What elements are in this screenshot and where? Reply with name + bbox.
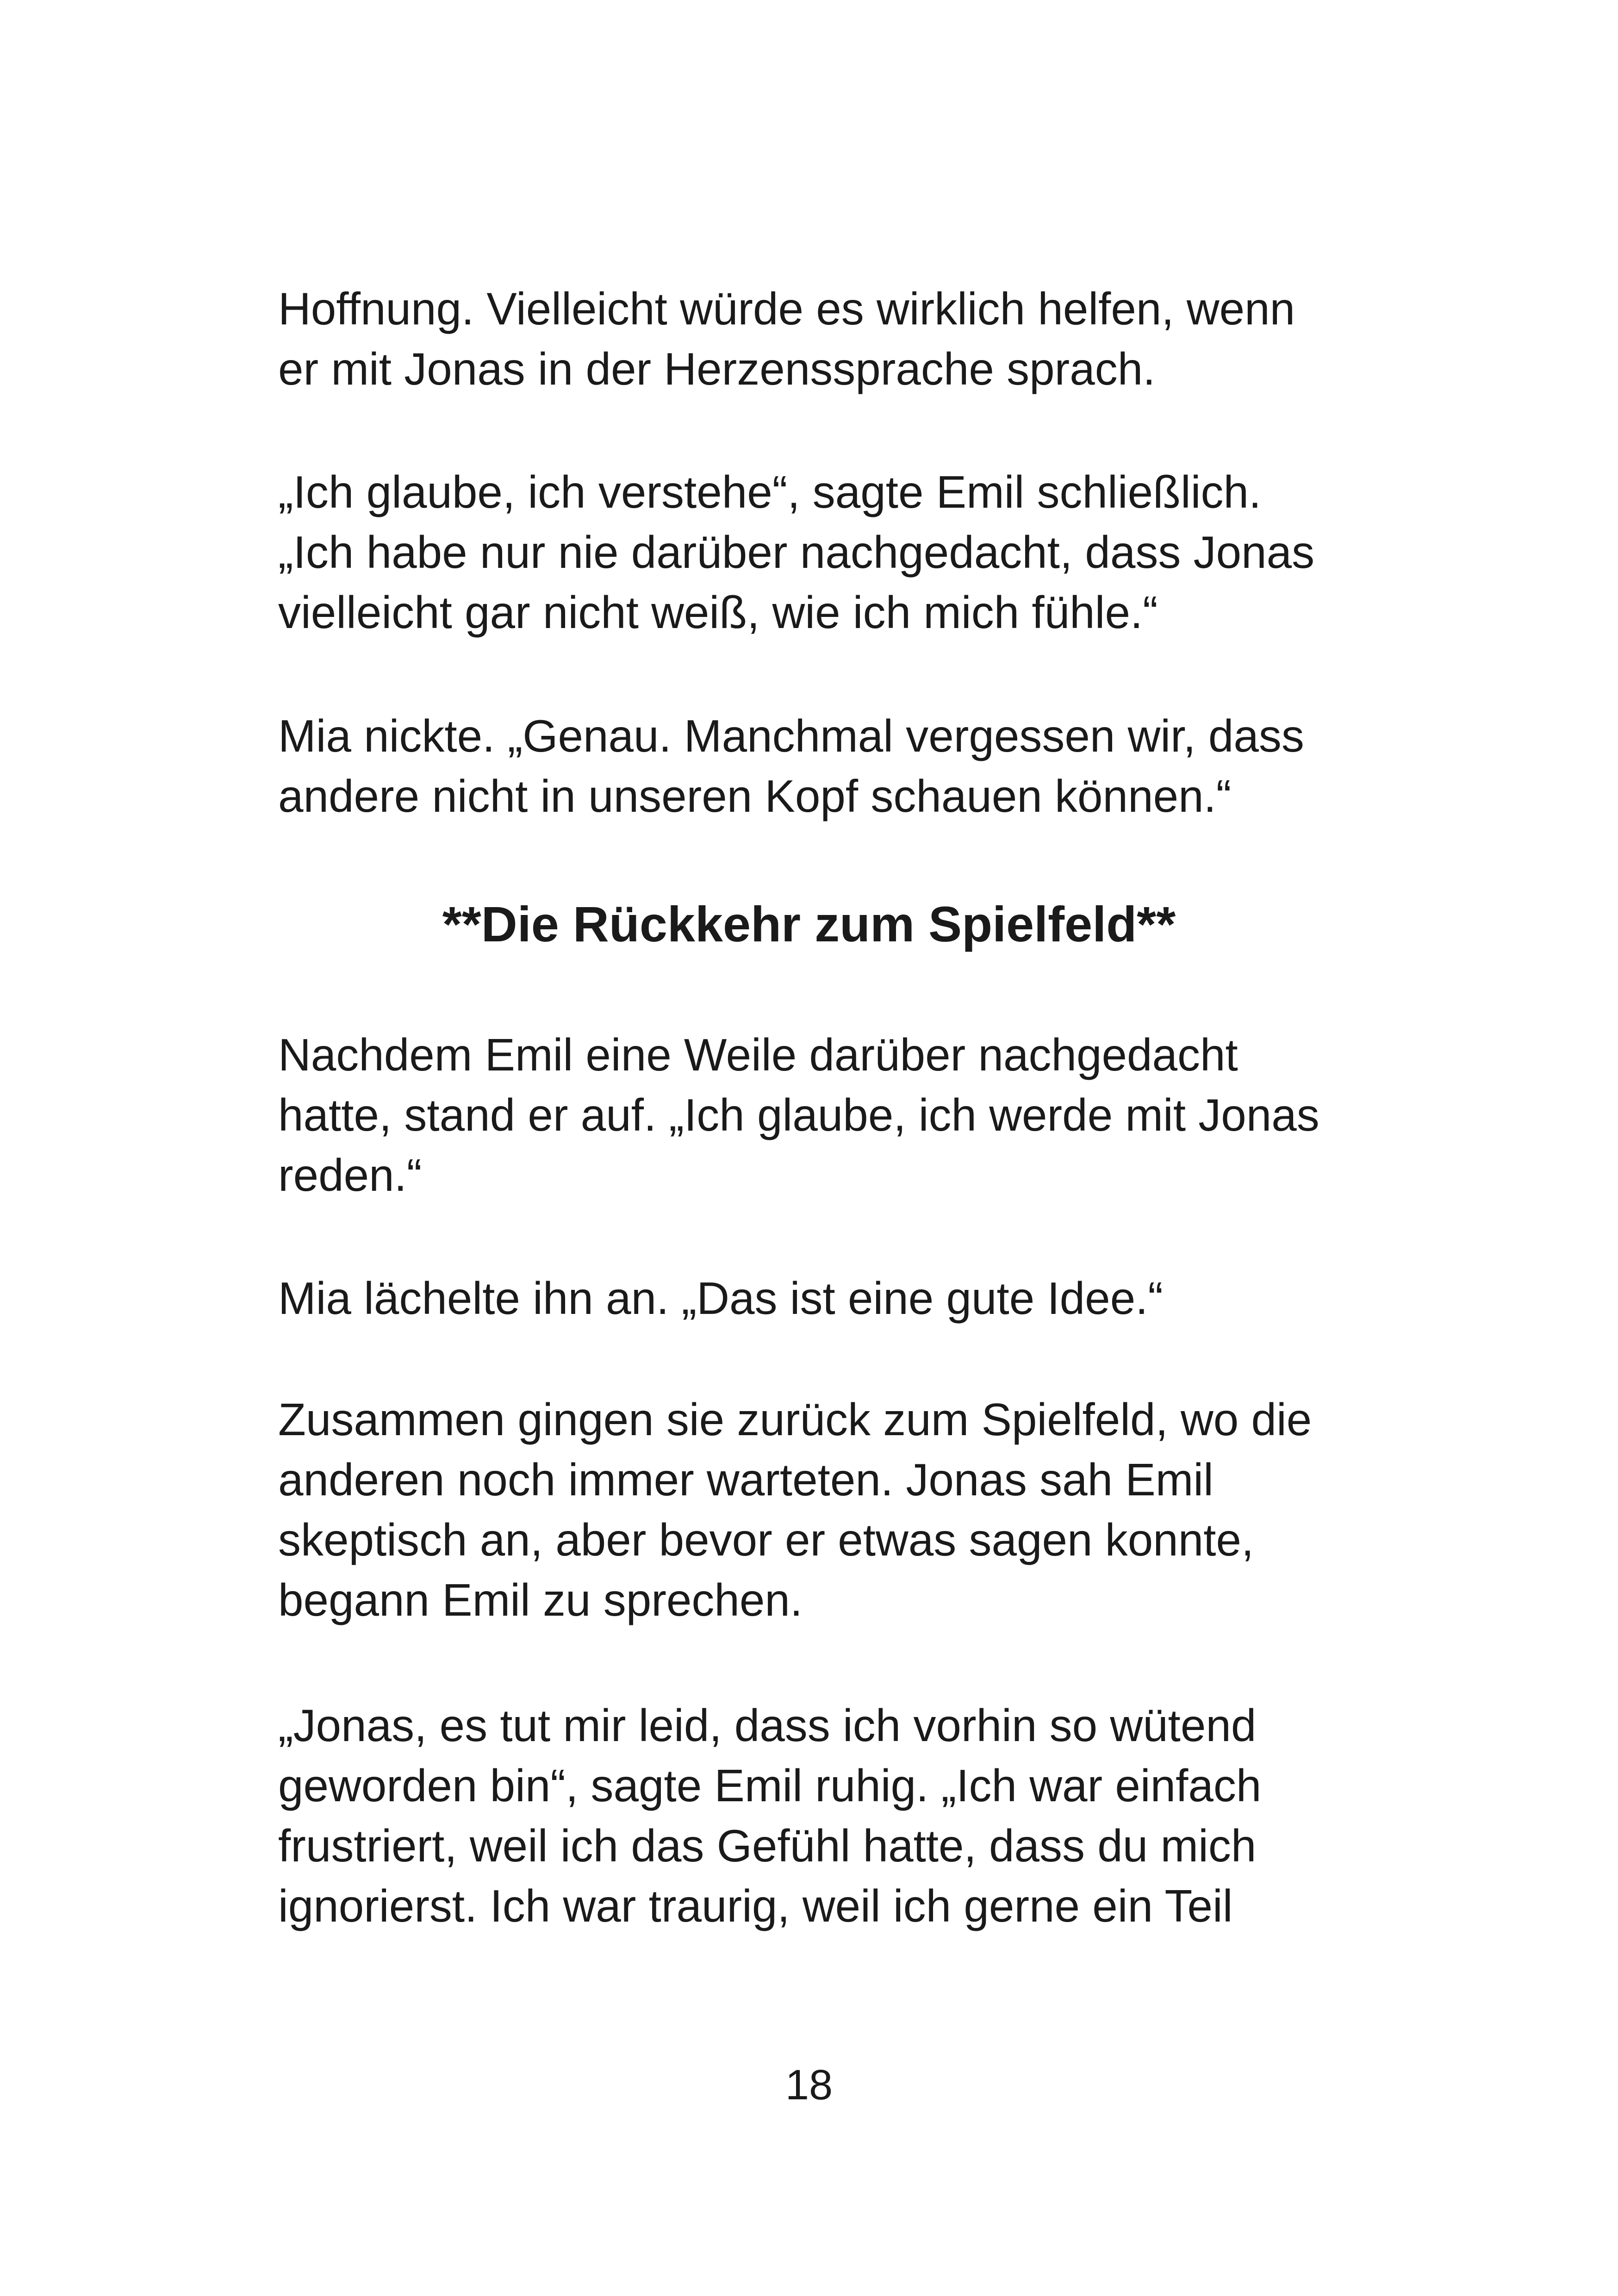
paragraph-6-line-3: skeptisch an, aber bevor er etwas sagen konnte,	[278, 1514, 1254, 1565]
paragraph-4-line-1: Nachdem Emil eine Weile darüber nachgedacht	[278, 1029, 1238, 1080]
paragraph-4-line-2: hatte, stand er auf. „Ich glaube, ich werde mit Jonas	[278, 1089, 1319, 1140]
paragraph-2-line-1: „Ich glaube, ich verstehe“, sagte Emil schließlich.	[278, 467, 1262, 517]
paragraph-7-line-4: ignorierst. Ich war traurig, weil ich gerne ein Teil	[278, 1880, 1233, 1931]
section-heading: **Die Rückkehr zum Spielfeld**	[442, 896, 1176, 952]
paragraph-1-line-2: er mit Jonas in der Herzenssprache sprach.	[278, 343, 1156, 394]
paragraph-1-line-1: Hoffnung. Vielleicht würde es wirklich helfen, wenn	[278, 283, 1295, 334]
paragraph-7-line-1: „Jonas, es tut mir leid, dass ich vorhin so wütend	[278, 1700, 1257, 1751]
paragraph-7-line-3: frustriert, weil ich das Gefühl hatte, dass du mich	[278, 1820, 1257, 1871]
paragraph-5-line-1: Mia lächelte ihn an. „Das ist eine gute Idee.“	[278, 1273, 1164, 1324]
page-number: 18	[785, 2061, 833, 2109]
paragraph-4-line-3: reden.“	[278, 1150, 422, 1201]
paragraph-2-line-3: vielleicht gar nicht weiß, wie ich mich fühle.“	[278, 587, 1158, 638]
paragraph-3-line-1: Mia nickte. „Genau. Manchmal vergessen wir, dass	[278, 710, 1304, 761]
paragraph-6-line-4: begann Emil zu sprechen.	[278, 1574, 803, 1625]
paragraph-6-line-1: Zusammen gingen sie zurück zum Spielfeld, wo die	[278, 1394, 1312, 1445]
paragraph-7-line-2: geworden bin“, sagte Emil ruhig. „Ich war einfach	[278, 1760, 1262, 1811]
paragraph-3-line-2: andere nicht in unseren Kopf schauen können.“	[278, 771, 1232, 821]
paragraph-2-line-2: „Ich habe nur nie darüber nachgedacht, dass Jonas	[278, 527, 1315, 578]
paragraph-6-line-2: anderen noch immer warteten. Jonas sah Emil	[278, 1454, 1214, 1505]
